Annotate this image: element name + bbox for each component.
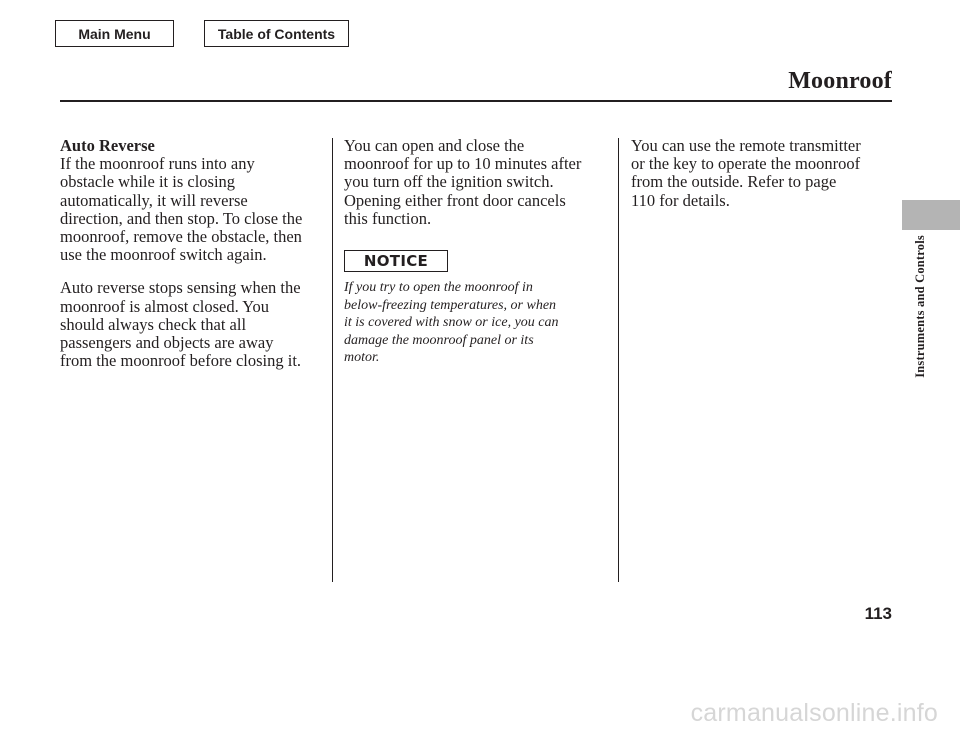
notice-text: If you try to open the moonroof in below-freezing temperatures, or when it is covered with snow or ice, you can damage the moonroof panel or its motor. [344,280,559,366]
page-title: Moonroof [788,68,892,94]
remote-transmitter-paragraph: You can use the remote transmitter or the key to operate the moonroof from the outside. Refer to page 110 for details. [631,136,861,210]
column-right [631,137,893,210]
table-of-contents-button[interactable]: Table of Contents [204,20,349,47]
column-divider [332,138,333,582]
auto-reverse-paragraph: If the moonroof runs into any obstacle while it is closing automatically, it will reverse direction, and then stop. To close the moonroof, remove the obstacle, then use the moonroof switch again. [60,154,303,265]
main-menu-button[interactable]: Main Menu [55,20,174,47]
section-tab-marker [902,200,960,230]
header-rule [60,100,892,102]
column-divider [618,138,619,582]
page-number: 113 [864,604,892,623]
column-middle [344,137,610,367]
ignition-off-paragraph: You can open and close the moonroof for up to 10 minutes after you turn off the ignition switch. Opening either front door cancels this function. [344,136,582,228]
auto-reverse-heading: Auto Reverse [60,136,155,155]
column-left [60,137,328,370]
watermark: carmanualsonline.info [690,699,938,727]
section-side-label-text: Instruments and Controls [912,235,927,378]
section-side-label [911,235,929,400]
auto-reverse-sensing-paragraph: Auto reverse stops sensing when the moonroof is almost closed. You should always check that all passengers and objects are away from the moonroof before closing it. [60,278,302,371]
notice-label: NOTICE [344,250,448,272]
